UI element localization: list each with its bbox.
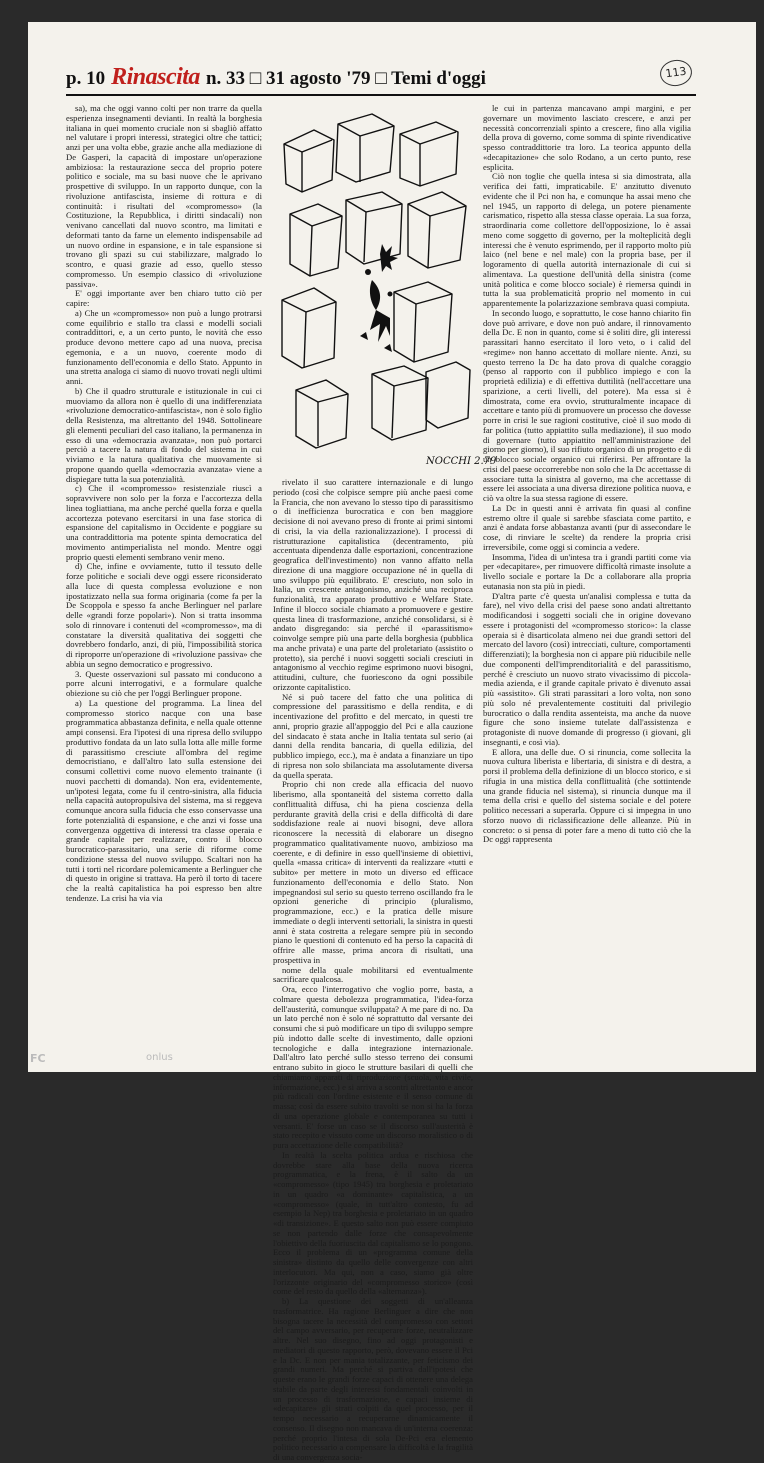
page-number: p. 10 — [66, 68, 106, 89]
paragraph: In secondo luogo, e soprattutto, le cose hanno chiarito fin dove può arrivare, e dove non può andare, il rinnovamento della Dc. E non in quanto, come si è soliti dire, gli interessi parassitari hanno esercitato il loro veto, o i calid del «regime» non hanno accettato di mollare niente. Anzi, su questo terreno la Dc ha dato prova di qualche coraggio (penso al rapporto con il pubblico impiego e con la proprietà edilizia) e di effettiva duttilità (nell'accettare una sparizione, a certi livelli, del potere). Ma essa si è dimostrata, come era ovvio, strutturalmente incapace di accettare e tanto più di promuovere un processo che dovesse porre in crisi le sue ragioni costitutive, cioè il suo modo di far politica (tutto appiattito sulla mediazione), il suo modo di governare (tutto appiattito nell'amministrazione del giorno per giorno), il suo rifiuto organico di un progetto e di un blocco sociale organico cui riferirsi. Per affrontare la crisi del paese occorrerebbe non solo che la Dc accettasse di associare tutta la sinistra al governo, ma che accettasse di essere lei associata a una diversa direzione politica nuova, e ciò va oltre la sua stessa ragione di essere. — [483, 307, 691, 503]
paragraph: 3. Queste osservazioni sul passato mi conducono a porre alcuni interrogativi, e a formulare qualche obiezione su ciò che per l'oggi Berlinguer propone. — [66, 668, 262, 698]
illustration-buildings — [276, 104, 497, 470]
text-column-right — [483, 104, 691, 1039]
page-header — [66, 64, 486, 94]
paragraph: Insomma, l'idea di un'intesa tra i grandi partiti come via per «decapitare», per rimuovere difficoltà rimaste insolute a livello sociale e portare la Dc a collaborare alla propria eutanasia non sta più in piedi. — [483, 551, 691, 591]
text-column-left — [66, 104, 262, 1039]
paragraph: sa), ma che oggi vanno colti per non trarre da quella esperienza insegnamenti devianti. In realtà la borghesia italiana in quei momento cruciale non si sbagliò affatto nel valutare i propri interessi, strategici oltre che tattici; anzi per una volta ebbe, grazie anche alla mediazione di De Gasperi, la capacità di impostare un'operazione ambiziosa: la restaurazione secca del proprio potere politico e sociale, ma su basi nuove che le aprivano prospettive di sviluppo. In un rapporto dunque, con la rivoluzione antifascista, insieme di rottura e di continuità: i risultati del «compromesso» (la Costituzione, la Repubblica, i diritti sindacali) non venivano cancellati dal nuovo scontro, ma limitati e deformati tanto da farne un elemento indispensabile ad un nuovo ordine in espansione, e in tale espansione si trovano gli spazi su cui stabilizzare, malgrado lo scontro, e quasi grazie ad esso, quello stesso compromesso. Un esempio classico di «rivoluzione passiva». — [66, 103, 262, 289]
paragraph: a) Che un «compromesso» non può a lungo protrarsi come equilibrio e stallo tra classi e modelli sociali contraddittori, e, a un certo punto, le novità che esso produce devono mettere capo ad una nuova, precisa egemonia, e a un nuovo, coerente modo di funzionamento dell'economia e dello Stato. Appunto in una stretta analoga ci siamo di nuovo trovati negli ultimi anni. — [66, 307, 262, 386]
paragraph: E allora, una delle due. O si rinuncia, come sollecita la nuova cultura liberista e libertaria, di sinistra e di destra, a porsi il problema della definizione di un blocco storico, e si rifugia in una mistica della conflittualità (che sottintende una grande fiducia nel sistema), si rinuncia dunque ma il tema della crisi e quello del sistema sociale e del potere politico necessari a superarla. Oppure ci si impegna in uno sforzo nuovo di riclassificazione delle alleanze. Più in concreto: o si pensa di poter fare a meno di tutto ciò che la Dc oggi rappresenta — [483, 746, 691, 845]
issue-info: n. 33 □ 31 agosto '79 □ Temi d'oggi — [205, 68, 486, 89]
magazine-brand: Rinascita — [111, 64, 200, 90]
paragraph: a) La questione del programma. La linea del compromesso storico nacque con una base programmatica abbastanza definita, e nella quale ottenne ampi consensi. Era l'ipotesi di una ripresa dello sviluppo produttivo fondata da un lato sulla lotta alle mille forme di parassitismo cresciute all'ombra del regime democristiano, e dall'altro lato sulla estensione dei consumi collettivi come nuovo elemento trainante (i nuovi pacchetti di domanda). Non era, evidentemente, un'ipotesi legata, come fu il centro-sinistra, alla fiducia nella capacità autopropulsiva del sistema, ma si reggeva comunque ancora sulla fiducia che esso conservasse una forte potenzialità di espansione, e che anzi vi fosse una convergenza oggettiva di interessi tra classe operaia e grande capitale per realizzare, contro il blocco burocratico-parassitario, una serie di riforme come condizione stessa del nuovo sviluppo. Scaltari non ha tutti i torti nel ricordare polemicamente a Berlinguer che di questo in origine si trattava. Ha però il torto di tacere che la realtà capitalistica ha poi espresso ben altre tendenze. La crisi ha via via — [66, 697, 262, 903]
paragraph: Proprio chi non crede alla efficacia del nuovo liberismo, alla spontaneità del sistema corretto dalla conflittualità diffusa, chi ha piena coscienza della perdurante gravità della crisi e della difficoltà di dare soddisfazione reale ai nuovi bisogni, deve allora riconoscere la necessità di elaborare un disegno programmatico qualitativamente nuovo, ambizioso ma coerente, e di definire in esso quell'insieme di obiettivi, quella «massa critica» di interventi da realizzare «tutti e subito» per mettere in moto un diverso ed efficace funzionamento dell'economia e dello Stato. Non impegnandosi sul serio su questo terreno oscillando fra le opzioni generiche di principio (pluralismo, programmazione, ecc.) e la pratica delle misure immediate o degli interventi settoriali, la sinistra in questi anni è stata costretta a relegare sempre più in secondo piano le questioni di contenuto ed ha perso la capacità di offrire alle masse, prima ancora di risultati, una prospettiva in — [273, 779, 473, 965]
paragraph: E' oggi importante aver ben chiaro tutto ciò per capire: — [66, 288, 262, 308]
archive-stamp: 113 — [658, 58, 693, 88]
paragraph: le cui in partenza mancavano ampi margini, e per governare un movimento lasciato crescere, e anzi per necessità concorrenziali spinto a crescere, fino alla vigilia della prova di governo, come somma di spinte rivendicative spesso contraddittorie tra loro. La teorica appunto della «decapitazione» che solo Rodano, a un certo punto, rese esplicita. — [483, 103, 691, 172]
footer-watermark-left: FC — [30, 1052, 46, 1065]
text-column-middle — [273, 477, 473, 1462]
paragraph: Ora, ecco l'interrogativo che voglio porre, basta, a colmare questa debolezza programmatica, l'idea-forza dell'austerità, comunque sviluppata? A me pare di no. Da un lato perché non è solo né soprattutto dal versante dei consumi che si può modificare un tipo di sviluppo sempre più indotto dalle scelte di investimento, dalle opzioni tecnologiche e dalla integrazione internazionale. Dall'altro lato perché sullo stesso terreno dei consumi entrano subito in gioco le strutture basilari di quelli che chiamiamo apparati di riproduzione (scuola, vita civile, informazione, ecc.) e si arriva a scontri altrettanto e ancor più radicali con l'ordine esistente e il senso comune di massa; così da essere subito travolti se non si ha la forza di una operazione globale e contemporanea su tutti i versanti. E' forse un caso se il discorso sull'austerità è stato recepito e vissuto come un discorso moralistico o di pura accettazione delle compatibilità? — [273, 984, 473, 1150]
paragraph: Né si può tacere del fatto che una politica di compressione del parassitismo e della rendita, e di incentivazione del profitto e del mercato, in questi tre anni, proprio grazie all'appoggio del Pci e alla cauzione del sindacato è stata anche in Italia tentata sul serio (ai danni della rendita bancaria, di quella edilizia, del pubblico impiego, ecc.), ma è andata a finanziare un tipo di ripresa non solo sbilanciata ma assolutamente diversa da quella sperata. — [273, 691, 473, 780]
paragraph: nome della quale mobilitarsi ed eventualmente sacrificare qualcosa. — [273, 964, 473, 985]
paragraph: rivelato il suo carattere internazionale e di lungo periodo (così che colpisce sempre più anche paesi come la Francia, che non avevano lo stesso tipo di parassitismo o di inefficienza burocratica e con ben maggiore decisione di noi avevano preso di fronte ai primi sintomi di crisi, la via della razionalizzazione). I processi di ristrutturazione capitalistica (decentramento, più accentuata dipendenza dalle esportazioni, concentrazione geografica dell'investimento) non vanno affatto nella direzione di una maggiore occupazione né in quella di uno sviluppo più equilibrato. E' cresciuto, non solo in Italia, un crescente antagonismo, anziché una reciproca funzionalità, tra apparato produttivo e Welfare State. Infine il blocco sociale chiamato a promuovere e gestire questa linea di trasformazione, anziché consolidarsi, si è andato disgregando: sia perché il «parassitismo» coinvolge sempre più una parte della borghesia (pubblica ma anche privata) e una parte del proletariato (assistito o protetto), sia perché i nuovi soggetti sociali cresciuti in antagonismo al vecchio regime esprimono nuovi bisogni, attitudini, culture, che fuoriescono da ogni possibile orizzonte capitalistico. — [273, 477, 473, 692]
paragraph: d) Che, infine e ovviamente, tutto il tessuto delle forze politiche e sociali deve oggi essere riconsiderato alla luce di questa complessa evoluzione e non ipostatizzato nella sua forma originaria (come fa per la De Scoppola e spesso fa anche Berlinguer nel parlare delle «grandi forze popolari»). Non si tratta insomma solo di rinnovare i contenuti del «compromesso», ma di constatare la diversità qualitativa dei soggetti che dovrebbero fondarlo, anzi, di più, l'impossibilità storica di riproporre un'operazione di «rivoluzione passiva» che abbia un segno democratico e progressivo. — [66, 561, 262, 669]
paragraph: La Dc in questi anni è arrivata fin quasi al confine estremo oltre il quale si sarebbe sfasciata come partito, e anzi è andata forse abbastanza avanti (pur di assecondare le cose, di rinviare le scelte) da rendere la propria crisi irreversibile, come oggi si comincia a vedere. — [483, 502, 691, 552]
paragraph: b) La questione dei soggetti di un'alleanza trasformatrice. Ha ragione Berlinguer a dire che non bisogna tacere la necessità del compromesso con settori del campo avversario, per recuperare forze, neutralizzare altre. Nel suo disegno, fino ad oggi protagonisti e mediatori di questo rapporto, però, dovevano essere il Pci e la Dc. E non per mania totalizzante, per feticismo dei grandi numeri. Ma perché si partiva dall'ipotesi che queste erano le grandi forze capaci di ottenere una delega stabile da parte degli interessi fondamentali coinvolti in un processo di trasformazione, e capaci insieme di «decapitare» gli strati colpiti da quel processo, per il tempo necessario a recuperarne dinamicamente il consenso. Il disegno non mancava di un'interna coerenza: perché proprio l'intesa di sola De-Pci era elemento politico necessario a compensare la difficoltà e la fragilità di una convergenza socia- — [273, 1296, 473, 1462]
paragraph: In realtà la scelta politica ardua e rischiosa che dovrebbe stare alla base della nuova ricerca programmatica, e la frena, è il salto da un «compromesso» (tipo 1945) tra borghesia e proletariato in un quadro «a dominante» capitalistica, a un «compromesso» (quale, in tutt'altro contesto, fu ad esempio la Nep) tra borghesia e proletariato in un quadro «di transizione». E questo salto non può essere compiuto se non partendo dalle forze che consapevolmente l'obiettivo della fuoriuscita dal capitalismo se lo pongono. Ecco il problema di un «programma comune della sinistra» distinto da quello delle convergenze con altri interlocutori. Ma qui, non a caso, siamo già oltre l'orizzonte originario del «compromesso storico» (così come del resto da quello della «alternanza»). — [273, 1149, 473, 1297]
paragraph: Ciò non toglie che quella intesa si sia dimostrata, alla verifica dei fatti, impraticabile. E' anzitutto divenuto evidente che il Pci non ha, e comunque ha assai meno che nel 1945, un rapporto di delega, un potere pienamente carismatico, rispetto alla stessa classe operaia. La sua forza, straordinaria come collettore dell'opposizione, lo è assai meno come soggetto di governo, per la molteplicità degli interessi che è venuto esprimendo, per il rapporto molto più laico (nel bene e nel male) con la propria base, per il logoramento di quella autorità internazionale di cui si alimentava. La questione dell'unità della sinistra (come unità politica e come blocco sociale) è riemersa quindi in tutta la sua problematicità proprio nel momento in cui apparentemente la polarizzazione sembrava quasi compiuta. — [483, 171, 691, 308]
paragraph: c) Che il «compromesso» resistenziale riuscì a sopravvivere non solo per la forza e l'accortezza della linea togliattiana, ma anche perché quella forza e quella accortezza potevano esercitarsi in una fase storica di espansione del capitalismo in Occidente e poggiare su una contraddittoria ma potente spinta democratica del movimento antimperialista nel mondo. Mentre oggi proprio questi elementi sembrano venir meno. — [66, 483, 262, 562]
paragraph: b) Che il quadro strutturale e istituzionale in cui ci muoviamo da allora non è quello di una indifferenziata «rivoluzione democratico-antifascista», non è solo figlio della Resistenza, ma altrettanto del 1948. Sottolineare gli elementi peculiari del caso italiano, la permanenza in esso di una «democrazia avanzata», non può portarci perciò a tacere la natura di fondo del sistema in cui viviamo e la natura qualitativa che muovamente si propone quando quella «democrazia avanzata» viene a dispiegare tutta la sua potenzialità. — [66, 385, 262, 484]
illustration-signature: NOCCHI 2.79 — [426, 456, 497, 467]
header-rule — [66, 94, 696, 96]
footer-watermark-right: onlus — [146, 1052, 173, 1063]
paragraph: D'altra parte c'è questa un'analisi complessa e tutta da fare), nel vivo della crisi del paese sono andati altrettanto modificandosi i soggetti sociali che in origine dovevano essere i protagonisti del «compromesso storico»: la classe operaia si è disarticolata almeno nei due grandi settori del mercato del lavoro (così) intrecciati, culture, comportamenti differenziati); la borghesia non ci appare più riducibile nelle due componenti dell'imprenditorialità e del parassitismo, perché è cresciuto un nuovo strato vivacissimo di piccola-media azienda, e il grande capitale privato è divenuto assai più «assistito». Gli strati parassitari a loro volta, non sono più solo né prevalentemente costituiti dal privilegio burocratico o dalla rendita assenteista, ma anche da nuove figure che sono insieme tutelate dall'assistenza e protagoniste di nuove domande di progresso (i giovani, gli insegnanti, e così via). — [483, 590, 691, 747]
